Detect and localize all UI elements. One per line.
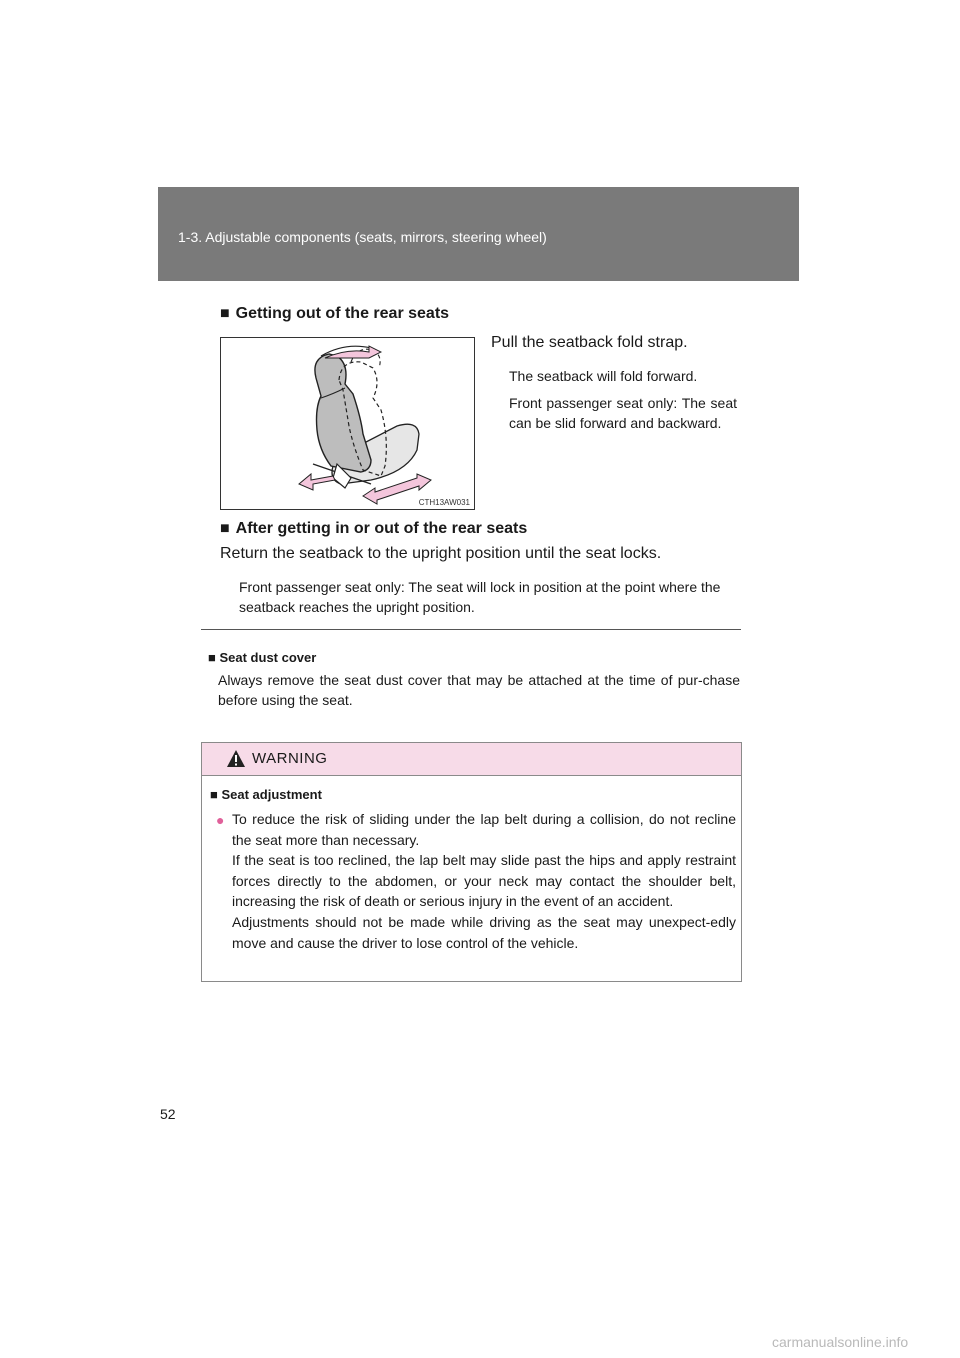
divider-line [201, 629, 741, 630]
warning-header [202, 743, 741, 776]
square-bullet-icon: ■ [210, 787, 218, 802]
seat-fold-icon [221, 338, 474, 509]
watermark: carmanualsonline.info [772, 1334, 909, 1350]
square-bullet-icon: ■ [220, 520, 230, 537]
warning-paragraph-3: Adjustments should not be made while driving as the seat may unexpect-edly move and cause the driver to lose control of the vehicle. [232, 913, 736, 951]
square-bullet-icon: ■ [220, 305, 230, 322]
subsection-heading-text: After getting in or out of the rear seats [235, 520, 528, 537]
warning-title: WARNING [252, 750, 328, 767]
note-heading-text: Seat dust cover [219, 650, 317, 665]
warning-body [232, 809, 736, 953]
subsection-heading-after [220, 520, 527, 538]
detail-passenger-lock: Front passenger seat only: The seat will lock in position at the point where the seatback reaches the upright position. [239, 579, 721, 615]
seat-illustration [220, 337, 475, 510]
square-bullet-icon: ■ [208, 650, 216, 665]
subsection-heading-text: Getting out of the rear seats [235, 305, 450, 322]
warning-triangle-icon [226, 749, 246, 769]
warning-subheading [210, 787, 322, 802]
page-number: 52 [160, 1106, 176, 1122]
instruction-return-seatback: Return the seatback to the upright position until the seat locks. [220, 545, 662, 562]
detail-fold-forward: The seatback will fold forward. [509, 368, 698, 384]
bullet-dot-icon: ● [216, 812, 225, 828]
note-body: Always remove the seat dust cover that may be attached at the time of pur-chase before using the seat. [218, 672, 740, 708]
figure-code: CTH13AW031 [418, 498, 470, 507]
note-heading [208, 650, 316, 665]
warning-subheading-text: Seat adjustment [221, 787, 322, 802]
warning-paragraph-1: To reduce the risk of sliding under the lap belt during a collision, do not recline the seat more than necessary. [232, 811, 736, 848]
detail-passenger-slide: Front passenger seat only: The seat can be slid forward and backward. [509, 395, 737, 431]
instruction-pull-strap: Pull the seatback fold strap. [491, 334, 688, 351]
section-title: 1-3. Adjustable components (seats, mirrors, steering wheel) [178, 229, 547, 245]
warning-paragraph-2: If the seat is too reclined, the lap belt may slide past the hips and apply restraint forces directly to the abdomen, or your neck may contact the shoulder belt, increasing the risk of death or serious injury in the event of an accident. [232, 852, 736, 910]
warning-box [201, 742, 742, 982]
subsection-heading-getting-out [220, 305, 449, 323]
section-header-bar [158, 187, 799, 281]
